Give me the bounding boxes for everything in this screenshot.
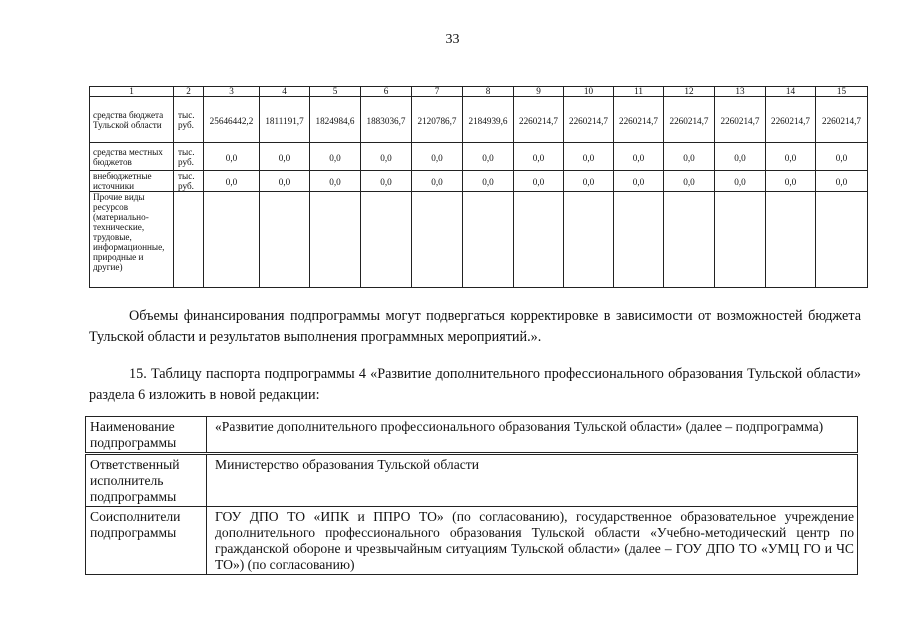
passport-row xyxy=(86,454,858,507)
value-cell xyxy=(715,171,766,192)
value-cell xyxy=(664,192,715,288)
row-label: средства местных бюджетов xyxy=(90,143,174,171)
value-cell xyxy=(766,97,816,143)
column-header: 4 xyxy=(260,87,310,97)
column-header: 10 xyxy=(564,87,614,97)
row-unit: тыс. руб. xyxy=(174,97,204,143)
value-cell xyxy=(260,97,310,143)
value-cell xyxy=(361,97,412,143)
value-cell xyxy=(310,171,361,192)
value-cell xyxy=(310,97,361,143)
value-cell xyxy=(412,192,463,288)
passport-row xyxy=(86,417,858,454)
value-cell xyxy=(514,97,564,143)
table-row xyxy=(90,192,868,288)
value-cell xyxy=(463,97,514,143)
value-cell xyxy=(816,143,868,171)
column-header: 6 xyxy=(361,87,412,97)
value-cell xyxy=(514,143,564,171)
value-cell xyxy=(361,143,412,171)
value-text: 1824984,6 xyxy=(315,115,355,126)
column-header: 8 xyxy=(463,87,514,97)
value-cell xyxy=(664,143,715,171)
value-cell xyxy=(715,192,766,288)
value-text: 0,0 xyxy=(532,152,545,163)
value-cell xyxy=(260,192,310,288)
passport-label: Соисполнители подпрограммы xyxy=(86,507,207,575)
value-text: 0,0 xyxy=(734,177,746,187)
value-text: 0,0 xyxy=(532,177,545,187)
row-label: внебюджетные источники xyxy=(90,171,174,192)
value-text: 0,0 xyxy=(683,177,695,187)
value-cell xyxy=(514,192,564,288)
row-unit xyxy=(174,192,204,288)
value-cell xyxy=(715,97,766,143)
value-text: 0,0 xyxy=(784,177,797,187)
value-text: 0,0 xyxy=(482,177,494,187)
value-cell xyxy=(514,171,564,192)
value-text: 0,0 xyxy=(380,177,392,187)
value-cell xyxy=(564,192,614,288)
value-text: 0,0 xyxy=(582,152,595,163)
passport-row xyxy=(86,507,858,575)
value-text: 2184939,6 xyxy=(468,115,508,126)
column-header: 5 xyxy=(310,87,361,97)
financing-table xyxy=(89,86,868,288)
passport-value: «Развитие дополнительного профессионального образования Тульской области» (далее – подпрограмма) xyxy=(207,417,858,454)
value-text: 0,0 xyxy=(835,152,848,163)
column-header: 14 xyxy=(766,87,816,97)
row-unit: тыс. руб. xyxy=(174,171,204,192)
column-header: 3 xyxy=(204,87,260,97)
value-cell xyxy=(361,192,412,288)
value-text: 25646442,2 xyxy=(209,115,254,126)
value-text: 2260214,7 xyxy=(618,115,659,126)
value-text: 0,0 xyxy=(431,177,443,187)
column-header: 2 xyxy=(174,87,204,97)
value-cell xyxy=(816,192,868,288)
value-text: 1883036,7 xyxy=(366,115,406,126)
value-text: 2260214,7 xyxy=(568,115,609,126)
table-row xyxy=(90,171,868,192)
financing-note-paragraph: Объемы финансирования подпрограммы могут подвергаться корректировке в зависимости от возможностей бюджета Тульской области и результатов выполнения программных мероприятий.». xyxy=(89,308,861,345)
value-cell xyxy=(260,143,310,171)
passport-value: Министерство образования Тульской области xyxy=(207,454,858,507)
value-text: 2260214,7 xyxy=(720,115,760,126)
value-cell xyxy=(766,143,816,171)
value-text: 0,0 xyxy=(225,152,238,163)
value-cell xyxy=(564,97,614,143)
value-cell xyxy=(614,97,664,143)
column-header: 12 xyxy=(664,87,715,97)
value-text: 0,0 xyxy=(380,152,392,163)
value-cell xyxy=(204,97,260,143)
value-cell xyxy=(204,171,260,192)
column-header: 15 xyxy=(816,87,868,97)
value-cell xyxy=(664,171,715,192)
table-row xyxy=(90,143,868,171)
column-header: 1 xyxy=(90,87,174,97)
value-cell xyxy=(564,143,614,171)
column-header: 11 xyxy=(614,87,664,97)
column-header: 7 xyxy=(412,87,463,97)
column-header: 13 xyxy=(715,87,766,97)
subprogram-passport-table xyxy=(85,416,858,575)
passport-label: Наименование подпрограммы xyxy=(86,417,207,454)
value-cell xyxy=(310,143,361,171)
row-label: Прочие виды ресурсов (материально-технические, трудовые, информационные, природные и другие) xyxy=(90,192,174,288)
value-cell xyxy=(614,192,664,288)
value-cell xyxy=(204,192,260,288)
value-cell xyxy=(564,171,614,192)
value-text: 0,0 xyxy=(329,177,341,187)
value-text: 0,0 xyxy=(431,152,443,163)
value-text: 0,0 xyxy=(225,177,238,187)
value-text: 1811191,7 xyxy=(265,115,304,126)
value-text: 2120786,7 xyxy=(417,115,457,126)
value-text: 0,0 xyxy=(632,152,645,163)
value-cell xyxy=(310,192,361,288)
value-text: 0,0 xyxy=(278,152,291,163)
passport-label: Ответственный исполнитель подпрограммы xyxy=(86,454,207,507)
value-text: 0,0 xyxy=(582,177,595,187)
value-cell xyxy=(204,143,260,171)
value-cell xyxy=(715,143,766,171)
value-cell xyxy=(463,171,514,192)
value-cell xyxy=(816,171,868,192)
table-row xyxy=(90,97,868,143)
value-text: 2260214,7 xyxy=(669,115,709,126)
value-cell xyxy=(463,143,514,171)
value-cell xyxy=(766,192,816,288)
value-cell xyxy=(614,143,664,171)
passport-value: ГОУ ДПО ТО «ИПК и ППРО ТО» (по согласованию), государственное образовательное учреждение дополнительного профессионального образования Тульской области «Учебно-методический центр по гражданской обороне и чрезвычайным ситуациям Тульской области» (далее – ГОУ ДПО ТО «УМЦ ГО и ЧС ТО») (по согласованию) xyxy=(207,507,858,575)
column-header: 9 xyxy=(514,87,564,97)
value-text: 0,0 xyxy=(835,177,848,187)
value-cell xyxy=(412,143,463,171)
value-cell xyxy=(463,192,514,288)
value-text: 2260214,7 xyxy=(518,115,559,126)
table-header-row xyxy=(90,87,868,97)
value-cell xyxy=(361,171,412,192)
value-text: 0,0 xyxy=(734,152,746,163)
value-text: 0,0 xyxy=(632,177,645,187)
row-label: средства бюджета Тульской области xyxy=(90,97,174,143)
value-text: 2260214,7 xyxy=(821,115,862,126)
value-text: 2260214,7 xyxy=(770,115,811,126)
value-text: 0,0 xyxy=(683,152,695,163)
page-number: 33 xyxy=(445,32,460,47)
value-text: 0,0 xyxy=(329,152,341,163)
instruction-paragraph: 15. Таблицу паспорта подпрограммы 4 «Развитие дополнительного профессионального образования Тульской области» раздела 6 изложить в новой редакции: xyxy=(89,366,861,403)
value-cell xyxy=(260,171,310,192)
value-cell xyxy=(614,171,664,192)
value-text: 0,0 xyxy=(278,177,291,187)
value-cell xyxy=(664,97,715,143)
value-text: 0,0 xyxy=(784,152,797,163)
row-unit: тыс. руб. xyxy=(174,143,204,171)
value-cell xyxy=(412,171,463,192)
value-cell xyxy=(766,171,816,192)
value-cell xyxy=(412,97,463,143)
value-cell xyxy=(816,97,868,143)
value-text: 0,0 xyxy=(482,152,494,163)
